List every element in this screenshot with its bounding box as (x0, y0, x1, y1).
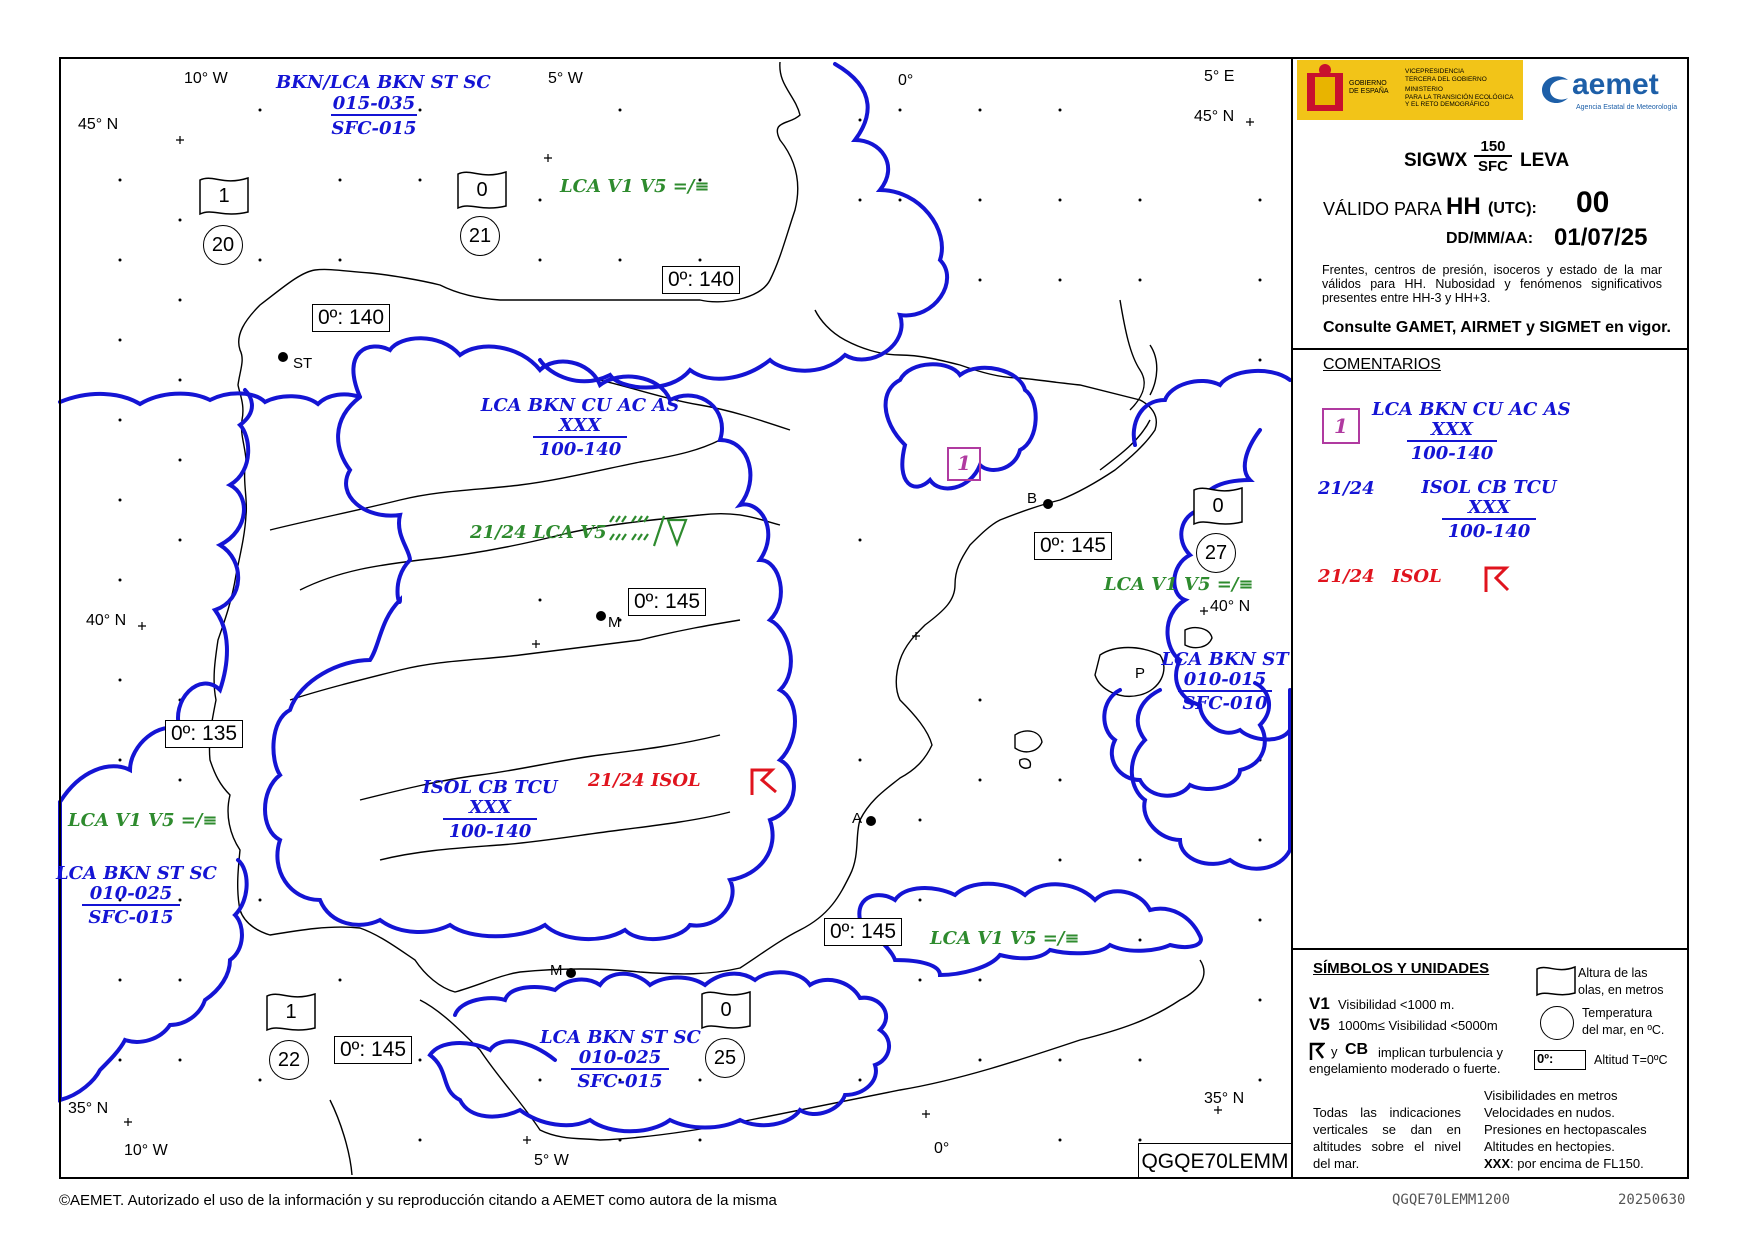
aemet-logo (1538, 66, 1678, 116)
v5-text: 1000m≤ Visibilidad <5000m (1338, 1018, 1498, 1033)
coord-40n-right: 40° N (1210, 598, 1251, 615)
freezing-level-box: 0º: 145 (628, 588, 706, 616)
coat-of-arms-icon (1303, 63, 1347, 117)
precipitation-icon (608, 512, 688, 552)
sea-temperature-circle: 21 (460, 216, 500, 256)
valid-hh: HH (1446, 193, 1481, 220)
wave-height-flag: 0 (1192, 484, 1244, 528)
city-label-barcelona: B (1027, 490, 1038, 507)
turbulence-legend-icon (1309, 1042, 1325, 1062)
freezing-level-box: 0º: 145 (824, 918, 902, 946)
visibility-annotation: LCA V1 V5 =/≡ (560, 176, 710, 197)
consult-text: Consulte GAMET, AIRMET y SIGMET en vigor. (1323, 319, 1671, 336)
ministry-line: VICEPRESIDENCIA (1405, 68, 1465, 75)
xxx-label: XXX (1484, 1156, 1511, 1171)
cloud-annotation-south: ISOL CB TCU XXX 100-140 (422, 777, 558, 842)
freezing-level-box: 0º: 145 (1034, 532, 1112, 560)
description-text: Frentes, centros de presión, isoceros y estado de la mar válidos para HH. Nubosidad y fenómenos significativos presentes entre HH-3 y HH+3. (1322, 263, 1662, 305)
comment-reference-box: 1 (947, 447, 981, 481)
comments-title: COMENTARIOS (1323, 356, 1441, 373)
visibility-annotation: LCA V1 V5 =/≡ (930, 928, 1080, 949)
freezing-level-box: 0º: 140 (312, 304, 390, 332)
comment-3-time: 21/24 (1318, 566, 1375, 587)
v1-code: V1 (1309, 994, 1330, 1013)
chart-level-top: 150 (1474, 138, 1512, 157)
wave-height-flag: 1 (265, 990, 317, 1034)
circle-legend-text: Temperatura (1582, 1006, 1653, 1020)
freezing-level-box: 0º: 140 (662, 266, 740, 294)
units-list (1484, 1087, 1647, 1172)
chart-suffix: LEVA (1520, 150, 1570, 171)
visibility-annotation: 21/24 LCA V5 (470, 522, 607, 543)
coord-35n-right: 35° N (1204, 1090, 1245, 1107)
unit-line: Visibilidades en metros (1484, 1088, 1618, 1103)
comment-1: LCA BKN CU AC AS XXX 100-140 (1372, 399, 1571, 464)
unit-line: Presiones en hectopascales (1484, 1122, 1647, 1137)
turb-cb: CB (1345, 1041, 1369, 1058)
xxx-text: : por encima de FL150. (1510, 1156, 1644, 1171)
wave-height-flag: 0 (456, 168, 508, 212)
city-marker-st (278, 352, 288, 362)
visibility-annotation: LCA V1 V5 =/≡ (1104, 574, 1254, 595)
wave-height-flag: 0 (700, 988, 752, 1032)
vertical-note: Todas las indicaciones verticales se dan en altitudes sobre el nivel del mar. (1313, 1105, 1461, 1171)
city-marker-madrid (596, 611, 606, 621)
aemet-name: aemet (1572, 68, 1659, 101)
circle-legend-text: del mar, en ºC. (1582, 1023, 1665, 1037)
sea-temperature-circle: 25 (705, 1038, 745, 1078)
coord-40n-left: 40° N (86, 612, 127, 629)
freezing-level-box: 0º: 145 (334, 1036, 412, 1064)
rain-fog-symbol (608, 512, 688, 557)
coord-5e-top: 5° E (1204, 68, 1235, 85)
unit-line: Altitudes en hectopies. (1484, 1139, 1615, 1154)
cloud-annotation-alboran: LCA BKN ST SC 010-025 SFC-015 (540, 1027, 701, 1092)
coord-45n-left: 45° N (78, 116, 119, 133)
panel-divider-comments (1291, 348, 1689, 350)
city-marker-alicante (866, 816, 876, 826)
product-id: QGQE70LEMM1200 (1392, 1192, 1511, 1208)
flag-legend-icon (1535, 964, 1577, 998)
turb-text: implican turbulencia y (1378, 1045, 1504, 1060)
zero-legend-text: Altitud T=0ºC (1594, 1053, 1668, 1067)
valid-utc: (UTC): (1488, 200, 1537, 217)
turb-text: engelamiento moderado o fuerte. (1309, 1061, 1501, 1076)
sea-temperature-circle: 22 (269, 1040, 309, 1080)
date-value: 01/07/25 (1554, 224, 1648, 251)
visibility-annotation: LCA V1 V5 =/≡ (68, 810, 218, 831)
sea-temperature-circle: 20 (203, 225, 243, 265)
turb-and: y (1331, 1044, 1338, 1059)
coord-10w-bottom: 10° W (124, 1142, 168, 1159)
coord-35n-left: 35° N (68, 1100, 109, 1117)
coord-0-top: 0° (898, 72, 914, 89)
valid-label: VÁLIDO PARA (1323, 199, 1442, 219)
circle-legend-icon (1540, 1006, 1574, 1040)
issue-date: 20250630 (1618, 1192, 1686, 1208)
city-marker-malaga (566, 968, 576, 978)
gov-line: GOBIERNO (1349, 80, 1387, 87)
valid-value: 00 (1576, 186, 1610, 219)
comment-ref-box: 1 (1322, 408, 1360, 444)
flag-legend-text: olas, en metros (1578, 983, 1664, 997)
city-label-alicante: A (852, 810, 863, 827)
city-label-madrid: M (608, 614, 621, 631)
coord-5w-bottom: 5° W (534, 1152, 569, 1169)
ministry-line: Y EL RETO DEMOGRÁFICO (1405, 101, 1490, 108)
cloud-annotation-balearics: LCA BKN ST 010-015 SFC-010 (1161, 649, 1289, 714)
gov-line: DE ESPAÑA (1349, 88, 1389, 95)
city-label-st: ST (293, 355, 313, 372)
coord-5w-top: 5° W (548, 70, 583, 87)
turbulence-annotation: 21/24 ISOL (588, 770, 701, 791)
chart-level-bottom: SFC (1478, 158, 1508, 175)
ministry-line: MINISTERIO (1405, 86, 1443, 93)
coord-45n-right: 45° N (1194, 108, 1235, 125)
panel-divider (1291, 57, 1293, 1179)
date-label: DD/MM/AA: (1446, 230, 1534, 247)
city-label-palma: P (1135, 665, 1146, 682)
coord-10w-top: 10° W (184, 70, 228, 87)
sea-temperature-circle: 27 (1196, 533, 1236, 573)
coord-0-bottom: 0° (934, 1140, 950, 1157)
cloud-annotation-interior: LCA BKN CU AC AS XXX 100-140 (480, 395, 680, 460)
v1-text: Visibilidad <1000 m. (1338, 997, 1455, 1012)
cloud-annotation-portugal: LCA BKN ST SC 010-025 SFC-015 (56, 863, 217, 928)
flag-legend-text: Altura de las (1578, 966, 1648, 980)
city-marker-barcelona (1043, 499, 1053, 509)
ministry-line: PARA LA TRANSICIÓN ECOLÓGICA (1405, 93, 1514, 101)
product-code: QGQE70LEMM (1138, 1143, 1291, 1179)
v5-code: V5 (1309, 1015, 1330, 1034)
government-logo (1297, 60, 1523, 120)
cloud-annotation-biscay: BKN/LCA BKN ST SC 015-035 SFC-015 (276, 72, 491, 139)
comment-2-time: 21/24 (1318, 478, 1375, 499)
city-label-malaga: M (550, 962, 563, 979)
freezing-level-box: 0º: 135 (165, 720, 243, 748)
wave-height-flag: 1 (198, 174, 250, 218)
ministry-line: TERCERA DEL GOBIERNO (1405, 75, 1487, 83)
comment-2: ISOL CB TCU XXX 100-140 (1421, 477, 1557, 542)
symbols-title: SÍMBOLOS Y UNIDADES (1313, 960, 1490, 977)
zero-legend-box: 0º: (1534, 1050, 1586, 1070)
unit-line: Velocidades en nudos. (1484, 1105, 1615, 1120)
copyright: ©AEMET. Autorizado el uso de la información y su reproducción citando a AEMET como autora de la misma (59, 1192, 777, 1209)
aemet-subtitle: Agencia Estatal de Meteorología (1576, 104, 1678, 111)
comment-3-text: ISOL (1392, 566, 1442, 587)
chart-prefix: SIGWX (1404, 150, 1468, 171)
panel-divider-symbols (1291, 948, 1689, 950)
